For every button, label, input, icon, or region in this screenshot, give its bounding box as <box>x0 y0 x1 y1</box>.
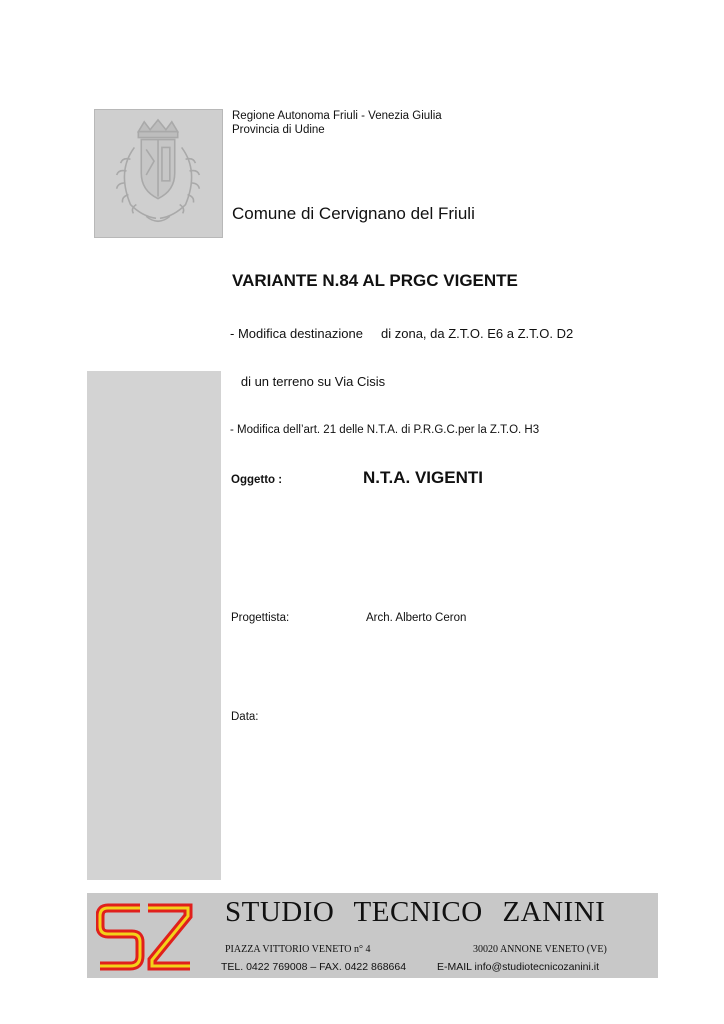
variant-description <box>230 294 573 454</box>
progettista-value: Arch. Alberto Ceron <box>366 612 467 624</box>
sz-logo-icon <box>96 900 194 974</box>
progettista-label: Progettista: <box>231 612 290 624</box>
region-name: Regione Autonoma Friuli - Venezia Giulia <box>232 110 442 122</box>
province-name: Provincia di Udine <box>232 124 325 136</box>
region-header <box>232 109 442 137</box>
studio-phone-fax: TEL. 0422 769008 – FAX. 0422 868664 <box>221 961 407 973</box>
oggetto-label: Oggetto : <box>231 474 283 486</box>
studio-address: PIAZZA VITTORIO VENETO n° 4 <box>225 944 371 955</box>
variant-title: VARIANTE N.84 AL PRGC VIGENTE <box>232 271 518 290</box>
sz-logo-drawing <box>96 900 194 974</box>
studio-name: STUDIO TECNICO ZANINI <box>225 896 606 928</box>
sidebar-band <box>87 371 221 880</box>
variant-line-1: - Modifica destinazione di zona, da Z.T.O. E6 a Z.T.O. D2 <box>230 326 574 341</box>
variant-line-2: di un terreno su Via Cisis <box>230 374 386 389</box>
oggetto-value: N.T.A. VIGENTI <box>363 468 483 487</box>
coat-of-arms-icon <box>94 109 223 238</box>
coat-of-arms-drawing <box>95 110 222 237</box>
variant-line-3: - Modifica dell’art. 21 delle N.T.A. di P.R.G.C.per la Z.T.O. H3 <box>230 424 540 436</box>
studio-city: 30020 ANNONE VENETO (VE) <box>473 944 607 955</box>
data-label: Data: <box>231 711 259 723</box>
studio-email: E-MAIL info@studiotecnicozanini.it <box>437 961 600 973</box>
commune-name: Comune di Cervignano del Friuli <box>232 204 475 223</box>
